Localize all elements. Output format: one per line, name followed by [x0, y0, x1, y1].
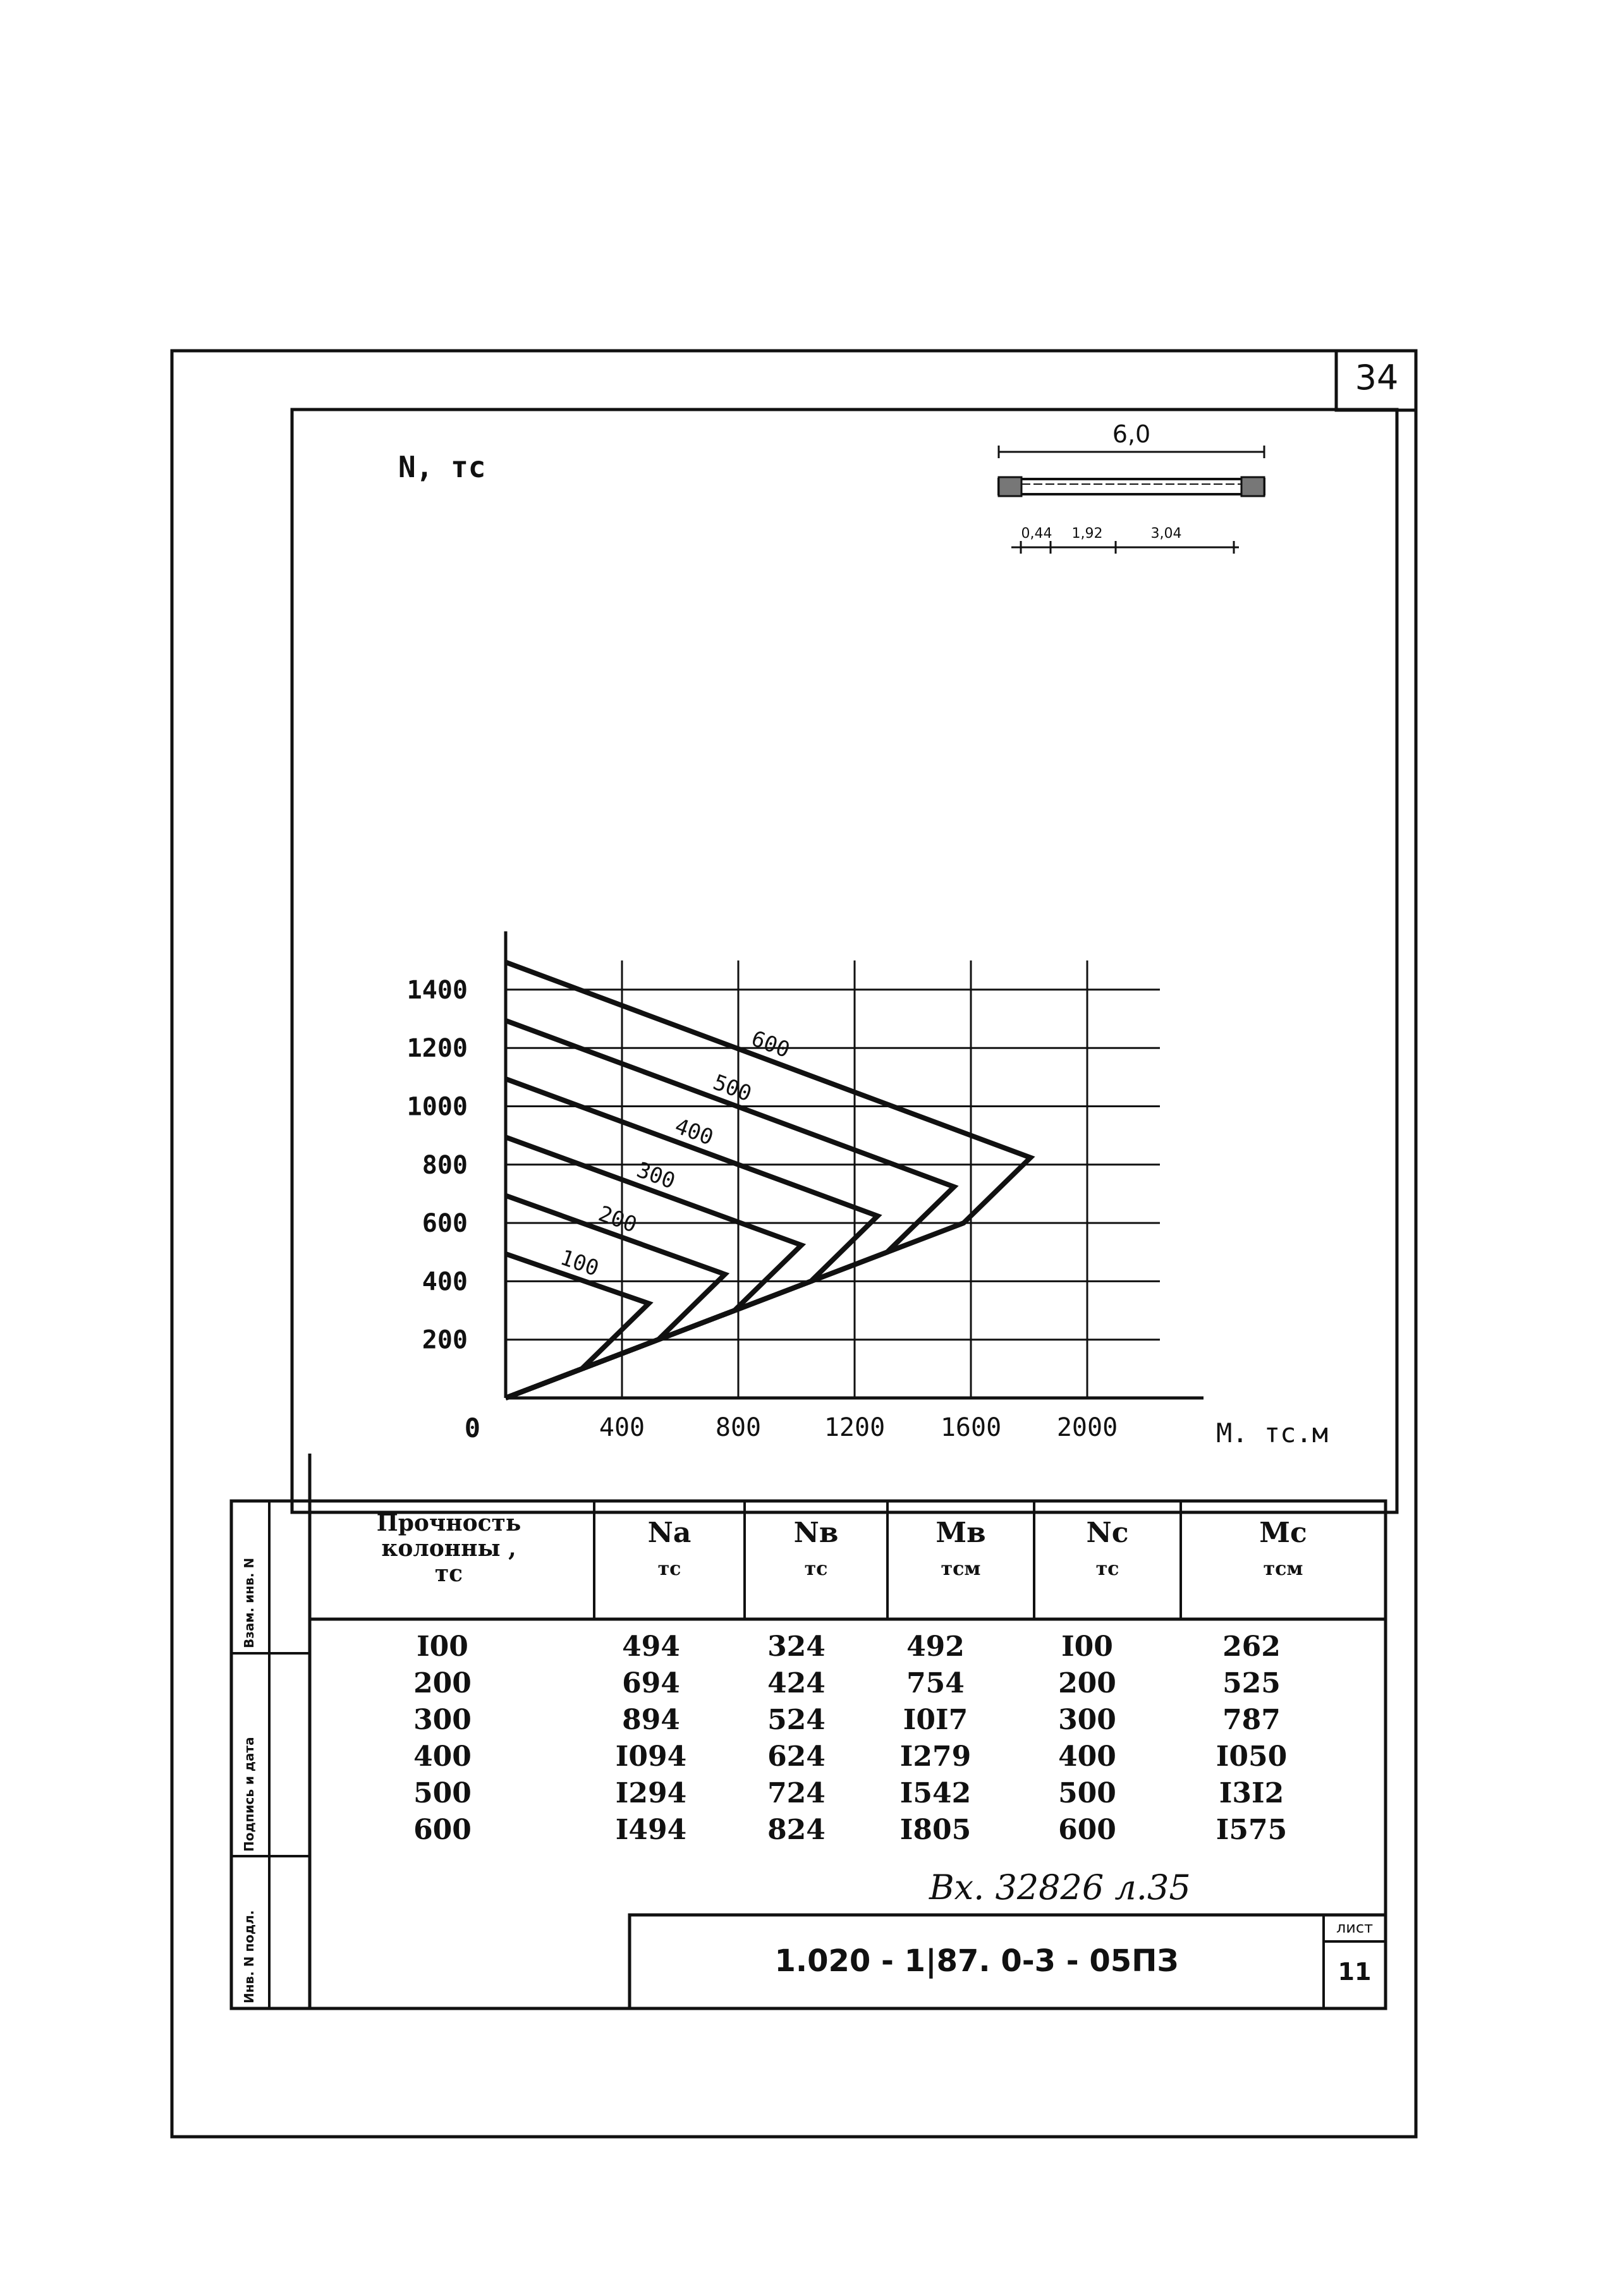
table-cell-r5-c0: 600	[413, 1814, 472, 1846]
diagram-dim-3: 3,04	[1150, 526, 1182, 542]
y-tick-label: 1400	[406, 975, 468, 1005]
origin-label: 0	[464, 1412, 480, 1443]
series-label-300: 300	[633, 1157, 679, 1194]
table-cell-r3-c2: 624	[767, 1740, 826, 1773]
header-mb-label: Mв	[936, 1517, 986, 1549]
table-cell-r0-c2: 324	[767, 1631, 826, 1663]
table-cell-r5-c5: I575	[1216, 1814, 1288, 1846]
y-tick-label: 1000	[406, 1092, 468, 1122]
y-tick-label: 800	[422, 1150, 468, 1180]
x-axis-label: М. тс.м	[1216, 1418, 1329, 1449]
y-tick-label: 200	[422, 1325, 468, 1355]
series-label-200: 200	[595, 1201, 640, 1238]
table-cell-r2-c4: 300	[1058, 1704, 1116, 1736]
table-cell-r4-c0: 500	[413, 1777, 472, 1809]
y-tick-label: 1200	[406, 1034, 468, 1064]
series-line-600	[506, 963, 1030, 1398]
table-cell-r0-c3: 492	[906, 1631, 965, 1663]
table-cell-r3-c5: I050	[1216, 1740, 1288, 1773]
page-number: 34	[1355, 358, 1399, 398]
diagram-dim-1: 0,44	[1021, 526, 1052, 542]
table-cell-r3-c1: I094	[615, 1740, 687, 1773]
list-number: 11	[1338, 1958, 1372, 1986]
table-cell-r2-c1: 894	[622, 1704, 680, 1736]
list-label: лист	[1336, 1919, 1374, 1936]
header-nb-label: Nв	[793, 1517, 839, 1549]
chart-series	[506, 963, 1030, 1398]
header-strength-unit: тс	[434, 1560, 463, 1587]
table-cell-r5-c2: 824	[767, 1814, 826, 1846]
x-tick-label: 400	[599, 1413, 645, 1442]
header-mc	[1181, 1517, 1386, 1580]
archive-note: Вх. 32826 л.35	[929, 1868, 1191, 1907]
header-na-label: Na	[647, 1517, 692, 1549]
series-label-100: 100	[557, 1244, 602, 1282]
header-mc-label: Mс	[1259, 1517, 1307, 1549]
table-cell-r2-c0: 300	[413, 1704, 472, 1736]
y-tick-label: 600	[422, 1209, 468, 1239]
x-tick-label: 1600	[940, 1413, 1002, 1442]
side-label-inv-podl: Инв. N подл.	[241, 1910, 257, 2003]
table-cell-r4-c2: 724	[767, 1777, 826, 1809]
table-cell-r5-c1: I494	[615, 1814, 687, 1846]
x-tick-label: 2000	[1056, 1413, 1118, 1442]
side-label-vzam-inv: Взам. инв. N	[241, 1557, 257, 1648]
table-cell-r4-c5: I3I2	[1219, 1777, 1284, 1809]
table-cell-r5-c4: 600	[1058, 1814, 1116, 1846]
side-label-signature-date: Подпись и дата	[241, 1737, 257, 1852]
table-cell-r1-c5: 525	[1222, 1667, 1281, 1699]
diagram-total-dim: 6,0	[1112, 420, 1151, 448]
series-label-400: 400	[671, 1113, 717, 1151]
table-cell-r4-c3: I542	[899, 1777, 972, 1809]
y-tick-label: 400	[422, 1267, 468, 1297]
header-mb	[887, 1517, 1034, 1580]
header-nc-unit: тс	[1095, 1558, 1119, 1580]
table-cell-r0-c1: 494	[622, 1631, 680, 1663]
chart-grid	[506, 961, 1160, 1398]
table-cell-r2-c5: 787	[1222, 1704, 1281, 1736]
header-nb	[745, 1517, 887, 1580]
table-cell-r1-c4: 200	[1058, 1667, 1116, 1699]
header-na-unit: тс	[657, 1558, 681, 1580]
table-cell-r0-c4: I00	[1061, 1631, 1113, 1663]
table-cell-r0-c5: 262	[1222, 1631, 1281, 1663]
chart-labels	[398, 450, 1328, 1449]
table-cell-r1-c3: 754	[906, 1667, 965, 1699]
table-cell-r5-c3: I805	[899, 1814, 972, 1846]
table-cell-r4-c1: I294	[615, 1777, 687, 1809]
table-cell-r1-c1: 694	[622, 1667, 680, 1699]
table-cell-r3-c0: 400	[413, 1740, 472, 1773]
header-strength	[354, 1510, 544, 1586]
diagram-dim-2: 1,92	[1071, 526, 1103, 542]
header-nc-label: Nс	[1086, 1517, 1129, 1549]
header-strength-label: Прочность колонны ,	[376, 1510, 521, 1562]
table-cell-r2-c2: 524	[767, 1704, 826, 1736]
header-nc	[1034, 1517, 1181, 1580]
document-code: 1.020 - 1|87. 0-3 - 05ПЗ	[774, 1943, 1179, 1979]
x-tick-label: 1200	[824, 1413, 886, 1442]
x-tick-label: 800	[715, 1413, 762, 1442]
table-cell-r4-c4: 500	[1058, 1777, 1116, 1809]
header-mb-unit: тсм	[941, 1558, 981, 1580]
table-cell-r3-c4: 400	[1058, 1740, 1116, 1773]
header-mc-unit: тсм	[1263, 1558, 1303, 1580]
table-cell-r0-c0: I00	[417, 1631, 468, 1663]
header-nb-unit: тс	[804, 1558, 828, 1580]
series-label-600: 600	[748, 1026, 793, 1064]
header-na	[594, 1517, 745, 1580]
table-cell-r1-c2: 424	[767, 1667, 826, 1699]
series-label-500: 500	[709, 1069, 755, 1107]
table-cell-r2-c3: I0I7	[903, 1704, 968, 1736]
table-cell-r1-c0: 200	[413, 1667, 472, 1699]
y-axis-label: N, тс	[398, 450, 486, 484]
table-cell-r3-c3: I279	[899, 1740, 972, 1773]
